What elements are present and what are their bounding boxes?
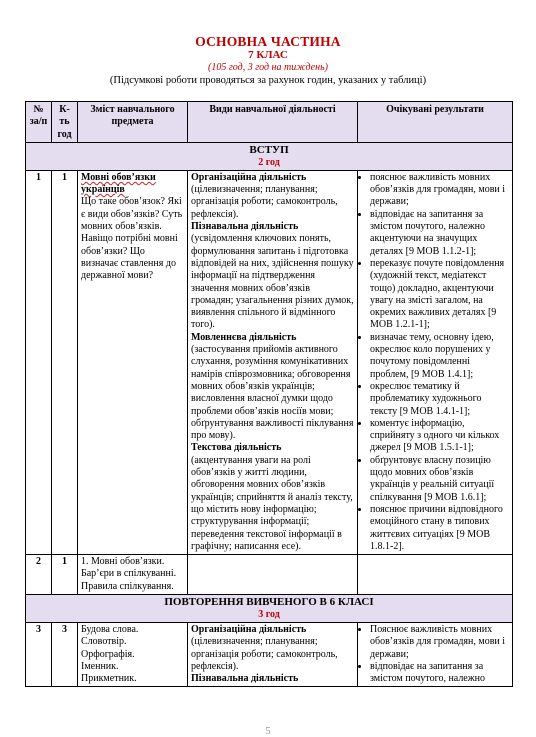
col-header-activities: Види навчальної діяльності [188, 102, 358, 143]
list-item: • коментує інформацію, сприйняту з одного чи кількох джерел [9 МОВ 1.5.1-1]; [370, 418, 509, 455]
row-results [358, 622, 513, 686]
row-content [78, 170, 188, 554]
results-list [361, 624, 509, 685]
content-line: Будова слова. [81, 623, 139, 635]
list-item: • відповідає на запитання за змістом почутого, належно [370, 661, 509, 686]
section-row-intro [26, 142, 513, 170]
list-item: • Пояснює важливість мовних обов’язків для громадян, мови і держави; [370, 624, 509, 661]
row-activities-empty [188, 555, 358, 595]
list-item: • пояснює важливість мовних обов’язків для громадян, мови і держави; [370, 172, 509, 209]
list-item: • окреслює тематику й проблематику художнього тексту [9 МОВ 1.4.1-1]; [370, 381, 509, 418]
row-hours: 1 [52, 170, 78, 554]
results-list [361, 172, 509, 553]
activity-block [191, 332, 354, 443]
section-hours-intro: 2 год [258, 156, 280, 168]
row-num: 2 [26, 555, 52, 595]
activity-block [191, 172, 354, 221]
activity-head: Пізнавальна діяльність [191, 673, 299, 685]
activity-text: (застосування прийомів активного слухання, розуміння комунікативних намірів співрозмовника; обговорення мовних обов’язків українців; висловлення власної думки щодо проблеми обов’язків носіїв мови; обґрунтування важливості піклування про мову). [191, 344, 354, 442]
activity-text: (акцентування уваги на ролі обов’язків у житті людини, обговорення мовних обов’язків українців; сприйняття й аналіз тексту, що містить нову інформацію; структурування інформації; переведення текстової інформації в графічну; написання есе). [191, 454, 353, 552]
section-title-intro: ВСТУП [249, 143, 289, 156]
col-header-results: Очікувані результати [358, 102, 513, 143]
page-number: 5 [265, 725, 271, 737]
table-row [26, 170, 513, 554]
col-header-content: Зміст навчального предмета [78, 102, 188, 143]
list-item: • визначає тему, основну ідею, окреслює коло порушених у почутому повідомленні проблем, [9 МОВ 1.4.1]; [370, 332, 509, 381]
row-results-empty [358, 555, 513, 595]
table-row [26, 555, 513, 595]
activity-block [191, 673, 354, 685]
content-line: Словотвір. [81, 636, 127, 648]
content-questions: Що таке обов’язок? Які є види обов’язків? Суть мовних обов’язків. Навіщо потрібні мовні обов’язки? Що визначає ставлення до державної мови? [81, 196, 183, 282]
list-item: • обґрунтовує власну позицію щодо мовних обов’язків українців у реальній ситуації спілкування [9 МОВ 1.6.1]; [370, 455, 509, 504]
row-content: 1. Мовні обов’язки. Бар’єри в спілкуванні. Правила спілкування. [78, 555, 188, 595]
content-line: Прикметник. [81, 673, 137, 685]
section-title-review: ПОВТОРЕННЯ ВИВЧЕНОГО В 6 КЛАСІ [164, 595, 374, 608]
activity-block [191, 221, 354, 332]
activity-head: Мовленнєва діяльність [191, 331, 297, 343]
row-results [358, 170, 513, 554]
row-content [78, 622, 188, 686]
content-line: Іменник. [81, 660, 119, 672]
activity-block [191, 624, 354, 673]
row-hours: 3 [52, 622, 78, 686]
list-item: • відповідає на запитання за змістом почутого, належно акцентуючи на значущих деталях [9 МОВ 1.1.2-1]; [370, 209, 509, 258]
list-item: • переказує почуте повідомлення (художній текст, медіатекст тощо) докладно, акцентуючи увагу на змісті загалом, на окремих важливих деталях [9 МОВ 1.2.1-1]; [370, 258, 509, 332]
grade-label: 7 КЛАС [248, 49, 288, 61]
content-line: Орфографія. [81, 648, 135, 660]
row-num: 1 [26, 170, 52, 554]
section-hours-review: 3 год [258, 608, 280, 620]
table-row [26, 622, 513, 686]
hours-note: (105 год, 3 год на тиждень) [208, 62, 328, 73]
activity-text: (цілевизначення; планування; організація роботи; самоконтроль, рефлексія). [191, 636, 338, 672]
col-header-hours: К-ть год [52, 102, 78, 143]
section-title: ОСНОВНА ЧАСТИНА [195, 34, 341, 49]
list-item: • пояснює причини відповідного емоційного стану в типових життєвих ситуаціях [9 МОВ 1.8.1-2]. [370, 504, 509, 553]
section-row-review [26, 594, 513, 622]
row-activities [188, 170, 358, 554]
activity-head: Організаційна діяльність [191, 171, 307, 183]
activity-head: Організаційна діяльність [191, 623, 307, 635]
row-num: 3 [26, 622, 52, 686]
activity-head: Текстова діяльність [191, 442, 282, 454]
activity-text: (цілевизначення; планування; організація роботи; самоконтроль, рефлексія). [191, 184, 338, 220]
final-works-note: (Підсумкові роботи проводяться за рахунок годин, указаних у таблиці) [109, 75, 427, 86]
row-activities [188, 622, 358, 686]
content-title: Мовні обов’язки українців [81, 171, 156, 196]
activity-text: (усвідомлення ключових понять, формулювання запитань і підготовка відповідей на них, здійснення пошуку інформації на підтвердження значення мовних обов’язків громадян; узагальнення різних думок, виявлення спільного й відмінного того). [191, 233, 354, 331]
table-header-row [26, 102, 513, 143]
page-header [0, 0, 536, 87]
activity-block [191, 442, 354, 553]
curriculum-table [25, 101, 513, 687]
col-header-num: № за/п [26, 102, 52, 143]
row-hours: 1 [52, 555, 78, 595]
activity-head: Пізнавальна діяльність [191, 221, 299, 233]
